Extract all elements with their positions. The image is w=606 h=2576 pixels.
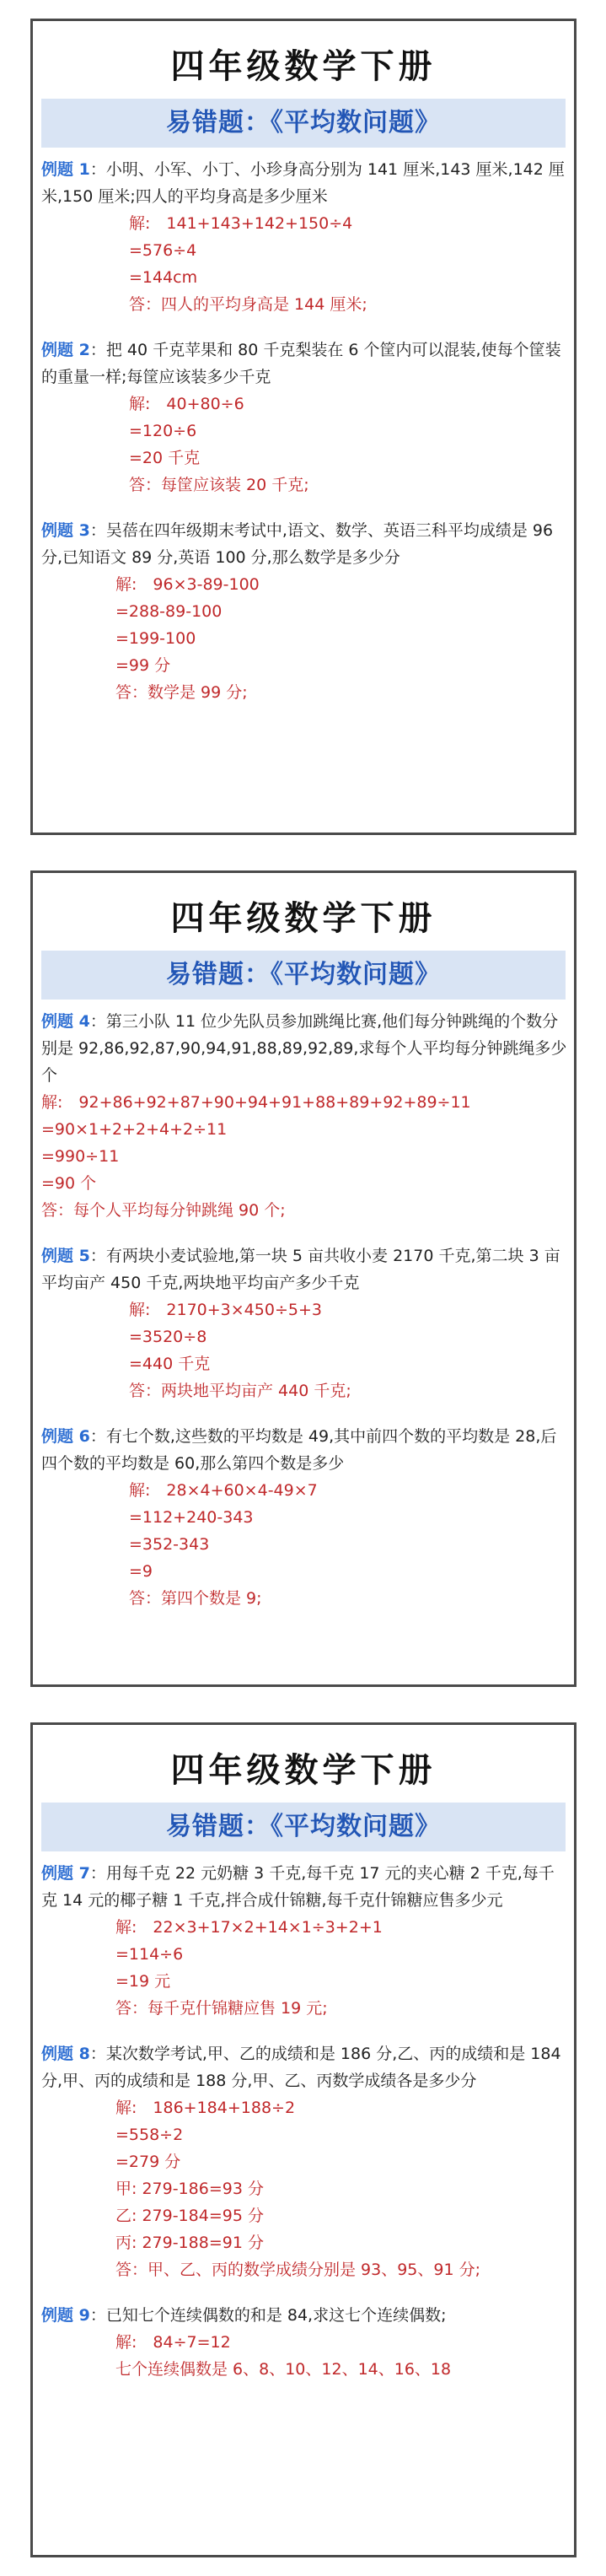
solution	[41, 1089, 567, 1224]
problem-1	[41, 156, 567, 318]
problem-text: ：有两块小麦试验地,第一块 5 亩共收小麦 2170 千克,第二块 3 亩平均亩产 450 千克,两块地平均亩产多少千克	[41, 1247, 560, 1292]
solution-line: =19 元	[115, 1972, 171, 1991]
solution-line: =114÷6	[115, 1945, 184, 1964]
solution-line: 解: 92+86+92+87+90+94+91+88+89+92+89÷11	[41, 1093, 471, 1112]
answer-line: 答：每千克什锦糖应售 19 元;	[115, 1999, 328, 2018]
answer-line: 答：两块地平均亩产 440 千克;	[129, 1382, 351, 1400]
card-content	[41, 1008, 567, 1612]
solution-line: =288-89-100	[115, 602, 223, 621]
problem-5	[41, 1242, 567, 1404]
answer-line: 答：每筐应该装 20 千克;	[129, 476, 309, 494]
problem-text: ：用每千克 22 元奶糖 3 千克,每千克 17 元的夹心糖 2 千克,每千克 14 元的椰子糖 1 千克,拌合成什锦糖,每千克什锦糖应售多少元	[41, 1864, 555, 1910]
solution-line: =440 千克	[129, 1355, 211, 1373]
solution-line: =558÷2	[115, 2126, 184, 2144]
example-label: 例题 2	[41, 341, 90, 359]
problem-4	[41, 1008, 567, 1224]
card-title: 四年级数学下册	[170, 46, 437, 86]
problem-8	[41, 2040, 567, 2283]
solution-line: =99 分	[115, 656, 171, 675]
example-label: 例题 5	[41, 1247, 90, 1265]
solution-line: 甲: 279-186=93 分	[115, 2180, 264, 2198]
solution-line: =990÷11	[41, 1147, 120, 1166]
solution-line: 解: 40+80÷6	[129, 395, 244, 413]
problem-9	[41, 2302, 567, 2383]
solution	[41, 2094, 567, 2283]
example-label: 例题 8	[41, 2045, 90, 2063]
solution-line: =9	[129, 1562, 153, 1581]
solution-line: =352-343	[129, 1535, 210, 1554]
problem-text: ：某次数学考试,甲、乙的成绩和是 186 分,乙、丙的成绩和是 184 分,甲、丙的成绩和是 188 分,甲、乙、丙数学成绩各是多少分	[41, 2045, 561, 2090]
solution	[41, 1914, 567, 2022]
solution-line: =144cm	[129, 268, 198, 287]
example-label: 例题 1	[41, 160, 90, 179]
example-label: 例题 4	[41, 1012, 90, 1031]
example-label: 例题 9	[41, 2306, 90, 2325]
solution-line: =20 千克	[129, 449, 201, 467]
solution	[41, 210, 567, 318]
solution	[41, 1296, 567, 1404]
solution-line: =3520÷8	[129, 1328, 207, 1346]
card-content	[41, 156, 567, 706]
solution-line: =90 个	[41, 1174, 97, 1193]
answer-line: 七个连续偶数是 6、8、10、12、14、16、18	[115, 2360, 452, 2379]
solution-line: 解: 96×3-89-100	[115, 575, 260, 594]
problem-text: ：第三小队 11 位少先队员参加跳绳比赛,他们每分钟跳绳的个数分别是 92,86,92,87,90,94,91,88,89,92,89,求每个人平均每分钟跳绳多少个	[41, 1012, 567, 1085]
solution-line: 乙: 279-184=95 分	[115, 2207, 264, 2225]
solution	[41, 391, 567, 498]
solution-line: =576÷4	[129, 241, 197, 260]
problem-text: ：吴蓓在四年级期末考试中,语文、数学、英语三科平均成绩是 96 分,已知语文 89 分,英语 100 分,那么数学是多少分	[41, 521, 554, 567]
problem-text: ：有七个数,这些数的平均数是 49,其中前四个数的平均数是 28,后四个数的平均数是 60,那么第四个数是多少	[41, 1427, 557, 1473]
example-label: 例题 7	[41, 1864, 90, 1883]
problem-text: ：小明、小军、小丁、小珍身高分别为 141 厘米,143 厘米,142 厘米,150 厘米;四人的平均身高是多少厘米	[41, 160, 565, 206]
answer-line: 答：每个人平均每分钟跳绳 90 个;	[41, 1201, 286, 1220]
solution-line: 解: 141+143+142+150÷4	[129, 214, 353, 233]
answer-line: 答：第四个数是 9;	[129, 1589, 262, 1608]
problem-2	[41, 337, 567, 498]
topic-banner: 易错题：《平均数问题》	[41, 99, 566, 148]
problem-6	[41, 1423, 567, 1612]
card-1	[30, 19, 577, 835]
example-label: 例题 3	[41, 521, 90, 540]
solution-line: 解: 2170+3×450÷5+3	[129, 1301, 322, 1319]
example-label: 例题 6	[41, 1427, 90, 1446]
solution-line: 解: 84÷7=12	[115, 2333, 231, 2352]
solution-line: =120÷6	[129, 422, 197, 440]
answer-line: 答：数学是 99 分;	[115, 683, 248, 702]
answer-line: 答：四人的平均身高是 144 厘米;	[129, 295, 367, 314]
solution	[41, 2329, 567, 2383]
problem-3	[41, 517, 567, 706]
card-3	[30, 1722, 577, 2557]
topic-banner: 易错题：《平均数问题》	[41, 1803, 566, 1851]
solution	[41, 571, 567, 706]
solution-line: 解: 28×4+60×4-49×7	[129, 1481, 318, 1500]
problem-text: ：已知七个连续偶数的和是 84,求这七个连续偶数;	[89, 2306, 447, 2325]
problem-7	[41, 1860, 567, 2022]
solution-line: =279 分	[115, 2153, 181, 2171]
solution-line: 解: 22×3+17×2+14×1÷3+2+1	[115, 1918, 383, 1937]
card-title: 四年级数学下册	[170, 1750, 437, 1790]
card-2	[30, 870, 577, 1687]
topic-banner: 易错题：《平均数问题》	[41, 951, 566, 1000]
solution-line: 解: 186+184+188÷2	[115, 2099, 296, 2117]
solution-line: =90×1+2+2+4+2÷11	[41, 1120, 228, 1139]
card-content	[41, 1860, 567, 2383]
solution-line: 丙: 279-188=91 分	[115, 2234, 264, 2252]
solution-line: =112+240-343	[129, 1508, 254, 1527]
solution	[41, 1477, 567, 1612]
problem-text: ：把 40 千克苹果和 80 千克梨装在 6 个筐内可以混装,使每个筐装的重量一样;每筐应该装多少千克	[41, 341, 561, 386]
answer-line: 答：甲、乙、丙的数学成绩分别是 93、95、91 分;	[115, 2261, 481, 2279]
solution-line: =199-100	[115, 629, 196, 648]
card-title: 四年级数学下册	[170, 898, 437, 938]
